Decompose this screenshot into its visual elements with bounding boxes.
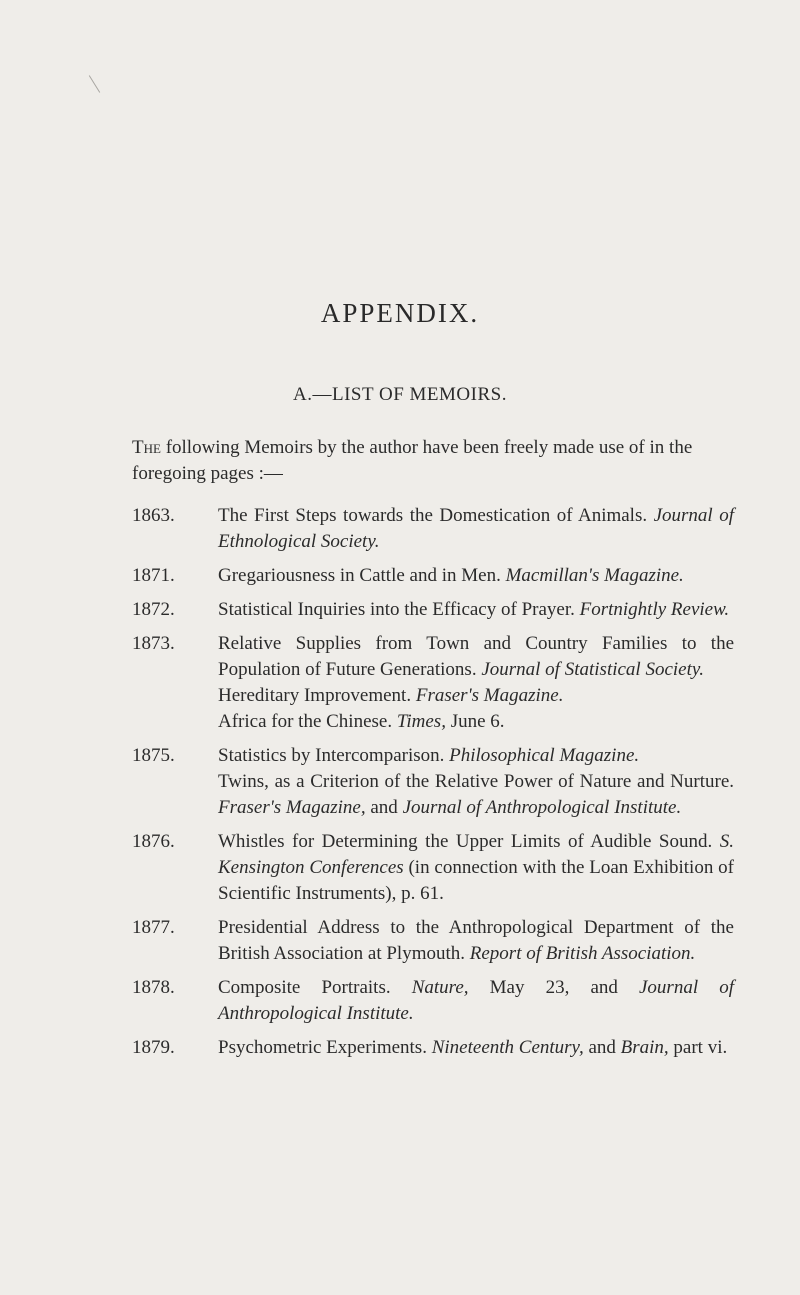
intro-paragraph bbox=[132, 435, 727, 487]
entry-text bbox=[218, 769, 734, 821]
entry-title: Presidential Address to the Anthropological Department of the British Association at Plymouth. bbox=[218, 917, 734, 964]
entry-source-2: Brain, bbox=[620, 1037, 669, 1058]
entry-title: Gregariousness in Cattle and in Men. bbox=[218, 565, 506, 586]
entry-title: Whistles for Determining the Upper Limits of Audible Sound. bbox=[218, 831, 720, 852]
entry-source-2: Journal of Anthropological Institute. bbox=[218, 977, 734, 1024]
entry-text bbox=[218, 709, 734, 735]
entry-text bbox=[218, 975, 734, 1027]
entry-year: 1879. bbox=[132, 1037, 175, 1058]
entry-year: 1871. bbox=[132, 565, 175, 586]
entry-after: (in connection with the Loan Exhibition of Scientific Instruments), p. 61. bbox=[218, 857, 734, 904]
list-item bbox=[132, 1035, 742, 1061]
entry-source: Nineteenth Century, bbox=[431, 1037, 584, 1058]
entry-year: 1872. bbox=[132, 599, 175, 620]
entry-text bbox=[218, 563, 734, 589]
entry-source: Fortnightly Review. bbox=[579, 599, 730, 620]
entry-year: 1875. bbox=[132, 745, 175, 766]
list-item bbox=[132, 503, 742, 555]
entry-year: 1876. bbox=[132, 831, 175, 852]
page-mark bbox=[89, 75, 100, 92]
list-item bbox=[132, 597, 742, 623]
entry-source: Report of British Association. bbox=[469, 943, 696, 964]
list-item bbox=[132, 829, 742, 907]
entry-title: Hereditary Improvement. bbox=[218, 685, 416, 706]
list-item bbox=[132, 709, 742, 735]
entry-source: Philosophical Magazine. bbox=[449, 745, 640, 766]
entry-title: Statistical Inquiries into the Efficacy of Prayer. bbox=[218, 599, 580, 620]
entry-source: Journal of Statistical Society. bbox=[481, 659, 705, 680]
entry-title: Relative Supplies from Town and Country Families to the Population of Future Generations. bbox=[218, 633, 734, 680]
entry-text bbox=[218, 503, 734, 555]
intro-lead: The bbox=[132, 437, 161, 458]
entry-year: 1877. bbox=[132, 917, 175, 938]
entry-source: Nature, bbox=[411, 977, 469, 998]
page-title: APPENDIX. bbox=[320, 298, 480, 328]
entry-source-2: Journal of Anthropological Institute. bbox=[402, 797, 682, 818]
entry-title: Statistics by Intercomparison. bbox=[218, 745, 450, 766]
list-item bbox=[132, 563, 742, 589]
entry-text bbox=[218, 829, 734, 907]
entry-title: The First Steps towards the Domestication of Animals. bbox=[218, 505, 654, 526]
entry-text bbox=[218, 1035, 734, 1061]
entry-source: Journal of Ethnological Society. bbox=[218, 505, 734, 552]
entry-year: 1863. bbox=[132, 505, 175, 526]
entry-mid: and bbox=[365, 797, 403, 818]
entry-text bbox=[218, 597, 734, 623]
list-item bbox=[132, 915, 742, 967]
entry-source: Fraser's Magazine, bbox=[218, 797, 366, 818]
entry-year: 1873. bbox=[132, 633, 175, 654]
list-item bbox=[132, 683, 742, 709]
entry-after: June 6. bbox=[445, 711, 505, 732]
entry-title: Composite Portraits. bbox=[218, 977, 412, 998]
entry-mid: May 23, and bbox=[468, 977, 639, 998]
entry-after: part vi. bbox=[668, 1037, 728, 1058]
entry-title: Twins, as a Criterion of the Relative Power of Nature and Nurture. bbox=[218, 771, 734, 792]
entry-source: Times, bbox=[396, 711, 446, 732]
entry-text bbox=[218, 631, 734, 683]
entry-text bbox=[218, 915, 734, 967]
entry-title: Africa for the Chinese. bbox=[218, 711, 397, 732]
list-item bbox=[132, 975, 742, 1027]
entry-year: 1878. bbox=[132, 977, 175, 998]
list-item bbox=[132, 743, 742, 769]
memoir-list bbox=[132, 503, 742, 1061]
entry-text bbox=[218, 743, 734, 769]
list-item bbox=[132, 769, 742, 821]
list-item bbox=[132, 631, 742, 683]
entry-source: S. Kensington Conferences bbox=[218, 831, 734, 878]
entry-title: Psychometric Experiments. bbox=[218, 1037, 432, 1058]
entry-source: Macmillan's Magazine. bbox=[505, 565, 684, 586]
entry-text bbox=[218, 683, 734, 709]
entry-source: Fraser's Magazine. bbox=[415, 685, 564, 706]
section-title: A.—LIST OF MEMOIRS. bbox=[293, 384, 507, 405]
entry-mid: and bbox=[583, 1037, 621, 1058]
intro-text: following Memoirs by the author have been freely made use of in the foregoing pages :— bbox=[132, 437, 693, 484]
